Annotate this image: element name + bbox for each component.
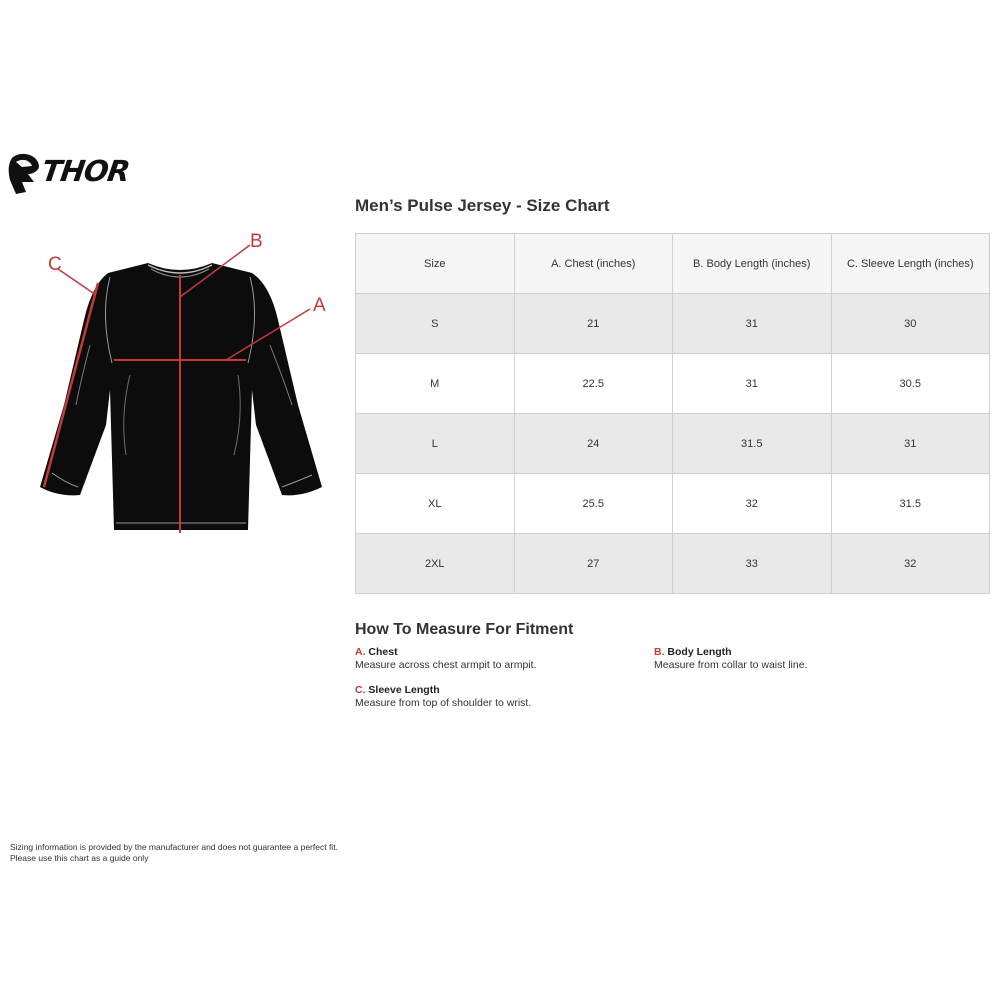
- size-cell: M: [356, 354, 515, 414]
- disclaimer: [10, 842, 338, 864]
- sleeve-length-cell: 30.5: [831, 354, 990, 414]
- body-length-cell: 31: [673, 354, 832, 414]
- label-c: C: [48, 254, 62, 275]
- howto-item-chest: [355, 646, 536, 672]
- chart-title: Men’s Pulse Jersey - Size Chart: [355, 196, 610, 215]
- size-cell: XL: [356, 474, 515, 534]
- sleeve-length-cell: 31.5: [831, 474, 990, 534]
- howto-name: Sleeve Length: [368, 684, 440, 696]
- table-row: [356, 414, 990, 474]
- column-header: B. Body Length (inches): [673, 234, 832, 294]
- thor-helmet-icon: [8, 152, 42, 196]
- howto-letter: A.: [355, 646, 366, 658]
- chest-cell: 25.5: [514, 474, 673, 534]
- howto-desc: Measure from top of shoulder to wrist.: [355, 697, 532, 709]
- size-cell: L: [356, 414, 515, 474]
- table-row: [356, 294, 990, 354]
- howto-letter: B.: [654, 646, 665, 658]
- sleeve-length-cell: 32: [831, 534, 990, 594]
- column-header: Size: [356, 234, 515, 294]
- body-length-cell: 33: [673, 534, 832, 594]
- body-length-cell: 31: [673, 294, 832, 354]
- jersey-diagram: [30, 225, 340, 545]
- sleeve-length-cell: 31: [831, 414, 990, 474]
- chest-cell: 24: [514, 414, 673, 474]
- size-cell: S: [356, 294, 515, 354]
- howto-desc: Measure from collar to waist line.: [654, 659, 808, 671]
- column-header: C. Sleeve Length (inches): [831, 234, 990, 294]
- howto-letter: C.: [355, 684, 366, 696]
- howto-name: Chest: [368, 646, 398, 658]
- body-length-cell: 31.5: [673, 414, 832, 474]
- thor-logo: [8, 152, 138, 196]
- body-length-cell: 32: [673, 474, 832, 534]
- brand-name: THOR: [39, 154, 132, 188]
- disclaimer-line: Please use this chart as a guide only: [10, 853, 149, 863]
- label-a: A: [313, 295, 326, 316]
- disclaimer-line: Sizing information is provided by the manufacturer and does not guarantee a perfect fit.: [10, 842, 338, 852]
- chest-cell: 21: [514, 294, 673, 354]
- table-header-row: [356, 234, 990, 294]
- sleeve-length-cell: 30: [831, 294, 990, 354]
- chest-cell: 22.5: [514, 354, 673, 414]
- table-row: [356, 534, 990, 594]
- size-cell: 2XL: [356, 534, 515, 594]
- howto-desc: Measure across chest armpit to armpit.: [355, 659, 537, 671]
- howto-title: How To Measure For Fitment: [355, 621, 574, 638]
- howto-item-sleeve-length: [355, 684, 531, 710]
- column-header: A. Chest (inches): [514, 234, 673, 294]
- chest-cell: 27: [514, 534, 673, 594]
- howto-item-body-length: [654, 646, 807, 672]
- table-row: [356, 474, 990, 534]
- table-row: [356, 354, 990, 414]
- howto-name: Body Length: [667, 646, 732, 658]
- label-b: B: [250, 231, 263, 252]
- size-table: [355, 233, 990, 594]
